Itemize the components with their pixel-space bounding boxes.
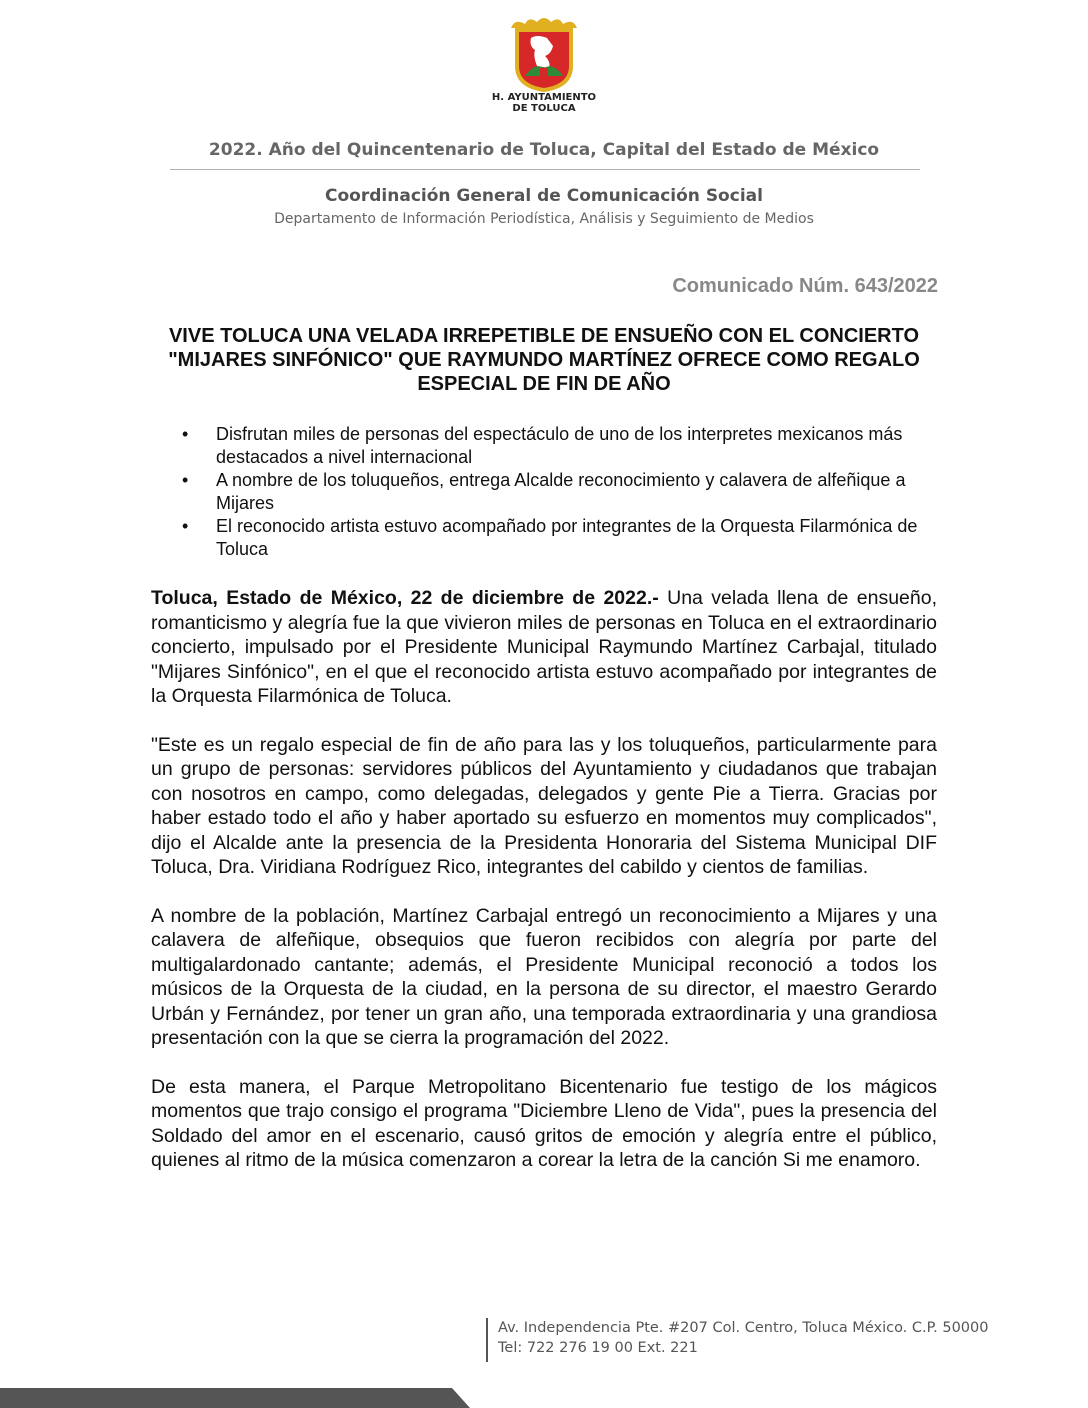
bullet-dot-icon: • [182,516,189,536]
press-release-title: VIVE TOLUCA UNA VELADA IRREPETIBLE DE ENSUEÑO CON EL CONCIERTO "MIJARES SINFÓNICO" QUE RAYMUNDO MARTÍNEZ OFRECE COMO REGALO ESPECIAL DE FIN DE AÑO [168,325,920,395]
footer-phone: Tel: 722 276 19 00 Ext. 221 [498,1340,698,1356]
article-body [151,586,937,1197]
department-subheading: Departamento de Información Periodística, Análisis y Seguimiento de Medios [274,211,814,227]
toluca-shield-logo-icon [507,16,581,92]
highlight-item [182,423,942,469]
footer-address: Av. Independencia Pte. #207 Col. Centro, Toluca México. C.P. 50000 [498,1320,989,1336]
footer-divider [486,1318,488,1362]
toluca-logo [489,16,599,122]
highlight-item [182,469,942,515]
bottom-decorative-band [0,1388,470,1408]
logo-line-2: DE TOLUCA [512,103,576,114]
dateline: Toluca, Estado de México, 22 de diciembre de 2022.- [151,587,659,609]
highlight-text: Disfrutan miles de personas del espectáculo de uno de los interpretes mexicanos más destacados a nivel internacional [216,424,903,467]
paragraph: "Este es un regalo especial de fin de año para las y los toluqueños, particularmente para un grupo de personas: servidores públicos del Ayuntamiento y ciudadanos que trabajan con nosotros en campo, como delegadas, delegados y gente Pie a Tierra. Gracias por haber estado todo el año y haber aportado su esfuerzo en momentos muy complicados", dijo el Alcalde ante la presencia de la Presidenta Honoraria del Sistema Municipal DIF Toluca, Dra. Viridiana Rodríguez Rico, integrantes del cabildo y cientos de familias. [151,733,937,878]
header-divider [170,169,920,170]
year-motto: 2022. Año del Quincentenario de Toluca, Capital del Estado de México [208,140,880,160]
paragraph: A nombre de la población, Martínez Carbajal entregó un reconocimiento a Mijares y una calavera de alfeñique, obsequios que fueron recibidos con alegría por parte del multigalardonado cantante; además, el Presidente Municipal reconoció a todos los músicos de la Orquesta de la ciudad, en la persona de su director, el maestro Gerardo Urbán y Fernández, por tener un gran año, una temporada extraordinaria y una grandiosa presentación con la que se cierra la programación del 2022. [151,904,937,1049]
highlight-item [182,515,942,561]
paragraph: De esta manera, el Parque Metropolitano Bicentenario fue testigo de los mágicos momentos que trajo consigo el programa "Diciembre Lleno de Vida", pues la presencia del Soldado del amor en el escenario, causó gritos de emoción y alegría entre el público, quienes al ritmo de la música comenzaron a corear la letra de la canción Si me enamoro. [151,1075,937,1171]
paragraph-lead [151,586,937,709]
coordination-heading: Coordinación General de Comunicación Social [325,186,763,206]
highlight-text: El reconocido artista estuvo acompañado por integrantes de la Orquesta Filarmónica de Toluca [216,516,918,559]
highlights-list [182,423,942,561]
highlight-text: A nombre de los toluqueños, entrega Alcalde reconocimiento y calavera de alfeñique a Mijares [216,470,906,513]
bullet-dot-icon: • [182,470,189,490]
bullet-dot-icon: • [182,424,189,444]
communique-number: Comunicado Núm. 643/2022 [672,275,938,297]
lead-text: Una velada llena de ensueño, romanticismo y alegría fue la que vivieron miles de personas en Toluca en el extraordinario concierto, impulsado por el Presidente Municipal Raymundo Martínez Carbajal, titulado "Mijares Sinfónico", en el que el reconocido artista estuvo acompañado por integrantes de la Orquesta Filarmónica de Toluca. [151,587,937,707]
logo-line-1: H. AYUNTAMIENTO [491,92,597,103]
